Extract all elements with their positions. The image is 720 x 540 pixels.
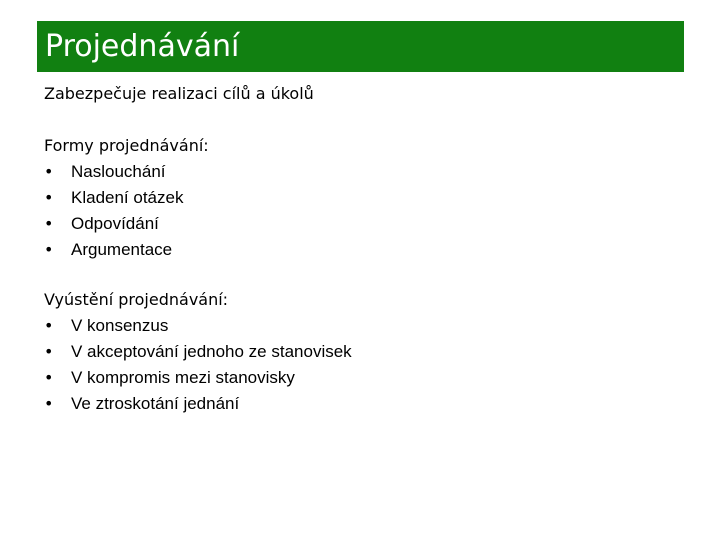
forms-list [44,162,209,266]
list-item-text: Odpovídání [71,214,159,233]
bullet-icon: • [44,188,54,207]
outcome-section [44,290,352,420]
outcome-heading: Vyústění projednávání: [44,290,229,309]
list-item-text: Naslouchání [71,162,166,181]
bullet-icon: • [44,316,54,335]
bullet-icon: • [44,240,54,259]
list-item-text: V konsenzus [71,316,169,335]
slide-subtitle: Zabezpečuje realizaci cílů a úkolů [44,84,314,103]
list-item [44,394,240,420]
list-item [44,214,209,240]
list-item [44,188,209,214]
list-item-text: V kompromis mezi stanovisky [71,368,295,387]
bullet-icon: • [44,214,54,233]
bullet-icon: • [44,342,54,361]
list-item [44,162,209,188]
list-item [44,342,352,368]
forms-heading: Formy projednávání: [44,136,209,155]
list-item-text: V akceptování jednoho ze stanovisek [71,342,352,361]
title-bar [37,21,684,72]
slide-title: Projednávání [45,29,240,64]
list-item-text: Ve ztroskotání jednání [71,394,240,413]
forms-section [44,136,209,266]
bullet-icon: • [44,162,54,181]
list-item [44,240,209,266]
list-item-text: Kladení otázek [71,188,184,207]
list-item [44,316,228,342]
list-item-text: Argumentace [71,240,173,259]
list-item [44,368,295,394]
bullet-icon: • [44,394,54,413]
bullet-icon: • [44,368,54,387]
outcome-list [44,316,352,420]
